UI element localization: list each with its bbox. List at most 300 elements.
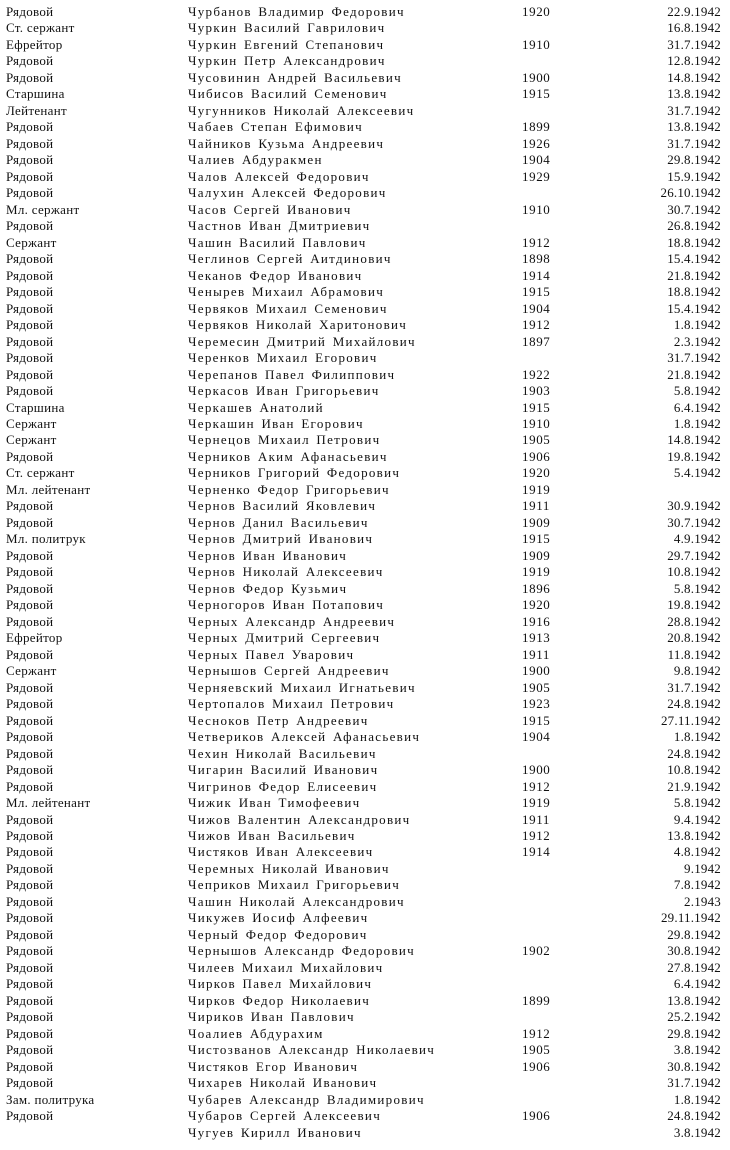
birth-year-cell: 1904 bbox=[522, 152, 551, 168]
death-date-cell: 12.8.1942 bbox=[667, 53, 721, 69]
record-row bbox=[0, 680, 730, 697]
death-date-cell: 5.4.1942 bbox=[673, 465, 721, 481]
rank-cell: Рядовой bbox=[6, 646, 54, 662]
birth-year-cell: 1911 bbox=[522, 646, 550, 662]
birth-year-cell: 1906 bbox=[522, 1108, 551, 1124]
rank-cell: Рядовой bbox=[6, 564, 54, 580]
name-cell: Черный Федор Федорович bbox=[188, 926, 368, 942]
name-cell: Черногоров Иван Потапович bbox=[188, 597, 385, 613]
death-date-cell: 13.8.1942 bbox=[667, 86, 721, 102]
record-row bbox=[0, 564, 730, 581]
name-cell: Чехин Николай Васильевич bbox=[188, 745, 377, 761]
rank-cell: Рядовой bbox=[6, 218, 54, 234]
death-date-cell: 31.7.1942 bbox=[667, 350, 721, 366]
death-date-cell: 29.7.1942 bbox=[667, 547, 721, 563]
death-date-cell: 2.3.1942 bbox=[673, 333, 721, 349]
birth-year-cell: 1906 bbox=[522, 1058, 551, 1074]
rank-cell: Рядовой bbox=[6, 679, 54, 695]
death-date-cell: 3.8.1942 bbox=[673, 1042, 721, 1058]
death-date-cell: 30.8.1942 bbox=[667, 943, 721, 959]
rank-cell: Рядовой bbox=[6, 992, 54, 1008]
record-row bbox=[0, 20, 730, 37]
death-date-cell: 29.8.1942 bbox=[667, 1025, 721, 1041]
death-date-cell: 26.10.1942 bbox=[660, 185, 721, 201]
name-cell: Чижик Иван Тимофеевич bbox=[188, 795, 361, 811]
name-cell: Черепанов Павел Филиппович bbox=[188, 366, 396, 382]
name-cell: Чижов Иван Васильевич bbox=[188, 828, 356, 843]
record-row bbox=[0, 416, 730, 433]
rank-cell: Старшина bbox=[6, 399, 65, 415]
name-cell: Чихарев Николай Иванович bbox=[188, 1075, 378, 1091]
death-date-cell: 21.9.1942 bbox=[667, 778, 721, 794]
birth-year-cell: 1912 bbox=[522, 1025, 551, 1041]
record-row bbox=[0, 284, 730, 301]
death-date-cell: 9.4.1942 bbox=[673, 811, 721, 827]
death-date-cell: 10.8.1942 bbox=[667, 564, 721, 580]
death-date-cell: 1.8.1942 bbox=[673, 1091, 721, 1107]
record-row bbox=[0, 465, 730, 482]
record-row bbox=[0, 729, 730, 746]
birth-year-cell: 1909 bbox=[522, 547, 551, 563]
rank-cell: Рядовой bbox=[6, 860, 54, 876]
death-date-cell: 5.8.1942 bbox=[673, 580, 721, 596]
birth-year-cell: 1910 bbox=[522, 36, 551, 52]
record-row bbox=[0, 1092, 730, 1109]
record-row bbox=[0, 548, 730, 565]
record-row bbox=[0, 614, 730, 631]
name-cell: Чернышов Александр Федорович bbox=[188, 943, 415, 959]
record-row bbox=[0, 795, 730, 812]
rank-cell: Сержант bbox=[6, 663, 57, 679]
record-row bbox=[0, 993, 730, 1010]
death-date-cell: 29.8.1942 bbox=[667, 926, 721, 942]
record-row bbox=[0, 350, 730, 367]
record-row bbox=[0, 86, 730, 103]
name-cell: Чашин Николай Александрович bbox=[188, 893, 405, 909]
record-row bbox=[0, 713, 730, 730]
rank-cell: Рядовой bbox=[6, 300, 54, 316]
record-row bbox=[0, 861, 730, 878]
birth-year-cell: 1899 bbox=[522, 992, 551, 1008]
rank-cell: Рядовой bbox=[6, 1025, 54, 1041]
death-date-cell: 22.9.1942 bbox=[667, 4, 721, 19]
rank-cell: Рядовой bbox=[6, 580, 54, 596]
name-cell: Червяков Николай Харитонович bbox=[188, 317, 408, 333]
death-date-cell: 5.8.1942 bbox=[673, 795, 721, 811]
rank-cell: Рядовой bbox=[6, 959, 54, 975]
name-cell: Чикужев Иосиф Алфеевич bbox=[188, 910, 369, 926]
death-date-cell: 13.8.1942 bbox=[667, 992, 721, 1008]
death-date-cell: 14.8.1942 bbox=[667, 69, 721, 85]
name-cell: Чеглинов Сергей Аитдинович bbox=[188, 251, 392, 267]
rank-cell: Рядовой bbox=[6, 1042, 54, 1058]
death-date-cell: 30.9.1942 bbox=[667, 498, 721, 514]
death-date-cell: 29.8.1942 bbox=[667, 152, 721, 168]
rank-cell: Рядовой bbox=[6, 828, 54, 843]
birth-year-cell: 1903 bbox=[522, 383, 551, 399]
birth-year-cell: 1900 bbox=[522, 663, 551, 679]
record-row bbox=[0, 367, 730, 384]
death-date-cell: 20.8.1942 bbox=[667, 630, 721, 646]
record-row bbox=[0, 630, 730, 647]
birth-year-cell: 1898 bbox=[522, 251, 551, 267]
name-cell: Черкашев Анатолий bbox=[188, 399, 324, 415]
birth-year-cell: 1920 bbox=[522, 4, 551, 19]
record-row bbox=[0, 268, 730, 285]
rank-cell: Рядовой bbox=[6, 778, 54, 794]
name-cell: Чусовинин Андрей Васильевич bbox=[188, 69, 402, 85]
record-row bbox=[0, 1125, 730, 1142]
birth-year-cell: 1896 bbox=[522, 580, 551, 596]
birth-year-cell: 1914 bbox=[522, 844, 551, 860]
birth-year-cell: 1905 bbox=[522, 432, 551, 448]
death-date-cell: 16.8.1942 bbox=[667, 20, 721, 36]
death-date-cell: 13.8.1942 bbox=[667, 119, 721, 135]
name-cell: Чилеев Михаил Михайлович bbox=[188, 959, 384, 975]
record-row bbox=[0, 1026, 730, 1043]
birth-year-cell: 1911 bbox=[522, 811, 550, 827]
death-date-cell: 5.8.1942 bbox=[673, 383, 721, 399]
name-cell: Чугунников Николай Алексеевич bbox=[188, 102, 415, 118]
name-cell: Чистяков Егор Иванович bbox=[188, 1058, 359, 1074]
record-row bbox=[0, 432, 730, 449]
record-row bbox=[0, 383, 730, 400]
rank-cell: Рядовой bbox=[6, 284, 54, 300]
record-row bbox=[0, 1075, 730, 1092]
birth-year-cell: 1916 bbox=[522, 613, 551, 629]
death-date-cell: 21.8.1942 bbox=[667, 366, 721, 382]
name-cell: Часов Сергей Иванович bbox=[188, 201, 352, 217]
rank-cell: Мл. политрук bbox=[6, 531, 86, 547]
death-date-cell: 6.4.1942 bbox=[673, 399, 721, 415]
birth-year-cell: 1911 bbox=[522, 498, 550, 514]
death-date-cell: 4.9.1942 bbox=[673, 531, 721, 547]
death-date-cell: 31.7.1942 bbox=[667, 679, 721, 695]
birth-year-cell: 1906 bbox=[522, 448, 551, 464]
name-cell: Черкашин Иван Егорович bbox=[188, 416, 364, 431]
rank-cell: Рядовой bbox=[6, 251, 54, 267]
record-row bbox=[0, 1009, 730, 1026]
death-date-cell: 24.8.1942 bbox=[667, 745, 721, 761]
name-cell: Чириков Иван Павлович bbox=[188, 1009, 355, 1025]
rank-cell: Рядовой bbox=[6, 910, 54, 926]
record-row bbox=[0, 53, 730, 70]
death-date-cell: 15.4.1942 bbox=[667, 300, 721, 316]
record-row bbox=[0, 152, 730, 169]
rank-cell: Мл. лейтенант bbox=[6, 481, 91, 497]
death-date-cell: 24.8.1942 bbox=[667, 696, 721, 712]
name-cell: Чуркин Петр Александрович bbox=[188, 53, 386, 69]
rank-cell: Рядовой bbox=[6, 844, 54, 860]
rank-cell: Ст. сержант bbox=[6, 20, 75, 36]
name-cell: Чернов Данил Васильевич bbox=[188, 514, 369, 530]
record-row bbox=[0, 828, 730, 845]
name-cell: Чибисов Василий Семенович bbox=[188, 86, 388, 102]
rank-cell: Ефрейтор bbox=[6, 630, 63, 646]
rank-cell: Рядовой bbox=[6, 943, 54, 959]
record-row bbox=[0, 597, 730, 614]
name-cell: Черных Павел Уварович bbox=[188, 646, 355, 662]
death-date-cell: 30.8.1942 bbox=[667, 1058, 721, 1074]
record-row bbox=[0, 515, 730, 532]
name-cell: Чигринов Федор Елисеевич bbox=[188, 778, 378, 794]
birth-year-cell: 1919 bbox=[522, 795, 551, 811]
birth-year-cell: 1904 bbox=[522, 300, 551, 316]
name-cell: Черкасов Иван Григорьевич bbox=[188, 383, 380, 399]
death-date-cell: 6.4.1942 bbox=[673, 976, 721, 992]
name-cell: Чайников Кузьма Андреевич bbox=[188, 135, 385, 151]
record-row bbox=[0, 894, 730, 911]
record-row bbox=[0, 334, 730, 351]
rank-cell: Рядовой bbox=[6, 383, 54, 399]
name-cell: Чернышов Сергей Андреевич bbox=[188, 663, 390, 679]
record-row bbox=[0, 762, 730, 779]
name-cell: Черемесин Дмитрий Михайлович bbox=[188, 333, 416, 349]
rank-cell: Рядовой bbox=[6, 350, 54, 366]
birth-year-cell: 1905 bbox=[522, 679, 551, 695]
rank-cell: Рядовой bbox=[6, 317, 54, 333]
rank-cell: Рядовой bbox=[6, 366, 54, 382]
name-cell: Чубарев Александр Владимирович bbox=[188, 1091, 425, 1107]
rank-cell: Мл. сержант bbox=[6, 201, 80, 217]
birth-year-cell: 1915 bbox=[522, 531, 551, 547]
death-date-cell: 1.8.1942 bbox=[673, 317, 721, 333]
death-date-cell: 19.8.1942 bbox=[667, 448, 721, 464]
name-cell: Чирков Павел Михайлович bbox=[188, 976, 373, 992]
birth-year-cell: 1919 bbox=[522, 481, 551, 497]
death-date-cell: 2.1943 bbox=[684, 893, 721, 909]
name-cell: Червяков Михаил Семенович bbox=[188, 300, 388, 316]
birth-year-cell: 1920 bbox=[522, 465, 551, 481]
rank-cell: Рядовой bbox=[6, 762, 54, 778]
name-cell: Чернов Николай Алексеевич bbox=[188, 564, 384, 580]
name-cell: Черных Дмитрий Сергеевич bbox=[188, 630, 381, 646]
name-cell: Чернов Иван Иванович bbox=[188, 547, 348, 563]
death-date-cell: 9.8.1942 bbox=[673, 663, 721, 679]
rank-cell: Лейтенант bbox=[6, 102, 67, 118]
birth-year-cell: 1923 bbox=[522, 696, 551, 712]
birth-year-cell: 1915 bbox=[522, 399, 551, 415]
death-date-cell: 27.11.1942 bbox=[660, 712, 721, 728]
record-row bbox=[0, 218, 730, 235]
record-row bbox=[0, 400, 730, 417]
birth-year-cell: 1904 bbox=[522, 729, 551, 745]
name-cell: Чалов Алексей Федорович bbox=[188, 168, 370, 184]
death-date-cell: 28.8.1942 bbox=[667, 613, 721, 629]
birth-year-cell: 1912 bbox=[522, 234, 551, 250]
name-cell: Чистозванов Александр Николаевич bbox=[188, 1042, 436, 1058]
birth-year-cell: 1913 bbox=[522, 630, 551, 646]
rank-cell: Рядовой bbox=[6, 712, 54, 728]
death-date-cell: 31.7.1942 bbox=[667, 135, 721, 151]
name-cell: Чоалиев Абдурахим bbox=[188, 1025, 324, 1041]
death-date-cell: 7.8.1942 bbox=[673, 877, 721, 893]
rank-cell: Сержант bbox=[6, 416, 57, 431]
death-date-cell: 30.7.1942 bbox=[667, 514, 721, 530]
rank-cell: Рядовой bbox=[6, 729, 54, 745]
rank-cell: Рядовой bbox=[6, 448, 54, 464]
record-row bbox=[0, 482, 730, 499]
birth-year-cell: 1915 bbox=[522, 86, 551, 102]
record-row bbox=[0, 531, 730, 548]
name-cell: Чалухин Алексей Федорович bbox=[188, 185, 387, 201]
death-date-cell: 1.8.1942 bbox=[673, 729, 721, 745]
name-cell: Чирков Федор Николаевич bbox=[188, 992, 371, 1008]
name-cell: Чалиев Абдуракмен bbox=[188, 152, 323, 168]
birth-year-cell: 1915 bbox=[522, 284, 551, 300]
rank-cell: Рядовой bbox=[6, 4, 54, 19]
name-cell: Чашин Василий Павлович bbox=[188, 234, 367, 250]
death-date-cell: 15.4.1942 bbox=[667, 251, 721, 267]
record-row bbox=[0, 746, 730, 763]
rank-cell: Рядовой bbox=[6, 185, 54, 201]
death-date-cell: 9.1942 bbox=[684, 860, 721, 876]
record-row bbox=[0, 235, 730, 252]
name-cell: Чернов Дмитрий Иванович bbox=[188, 531, 374, 547]
death-date-cell: 31.7.1942 bbox=[667, 1075, 721, 1091]
birth-year-cell: 1929 bbox=[522, 168, 551, 184]
birth-year-cell: 1897 bbox=[522, 333, 551, 349]
name-cell: Четвериков Алексей Афанасьевич bbox=[188, 729, 421, 745]
name-cell: Чуркин Евгений Степанович bbox=[188, 36, 385, 52]
birth-year-cell: 1912 bbox=[522, 778, 551, 794]
rank-cell: Ефрейтор bbox=[6, 36, 63, 52]
death-date-cell: 10.8.1942 bbox=[667, 762, 721, 778]
death-date-cell: 13.8.1942 bbox=[667, 828, 721, 843]
death-date-cell: 31.7.1942 bbox=[667, 36, 721, 52]
birth-year-cell: 1900 bbox=[522, 762, 551, 778]
rank-cell: Рядовой bbox=[6, 877, 54, 893]
record-row bbox=[0, 498, 730, 515]
record-row bbox=[0, 910, 730, 927]
rank-cell: Рядовой bbox=[6, 135, 54, 151]
record-row bbox=[0, 943, 730, 960]
death-date-cell: 30.7.1942 bbox=[667, 201, 721, 217]
rank-cell: Старшина bbox=[6, 86, 65, 102]
rank-cell: Рядовой bbox=[6, 926, 54, 942]
death-date-cell: 18.8.1942 bbox=[667, 284, 721, 300]
birth-year-cell: 1909 bbox=[522, 514, 551, 530]
rank-cell: Рядовой bbox=[6, 267, 54, 283]
record-row bbox=[0, 663, 730, 680]
rank-cell: Ст. сержант bbox=[6, 465, 75, 481]
birth-year-cell: 1900 bbox=[522, 69, 551, 85]
death-date-cell: 19.8.1942 bbox=[667, 597, 721, 613]
name-cell: Чигарин Василий Иванович bbox=[188, 762, 379, 778]
death-date-cell: 4.8.1942 bbox=[673, 844, 721, 860]
record-row bbox=[0, 1059, 730, 1076]
record-row bbox=[0, 317, 730, 334]
name-cell: Чугуев Кирилл Иванович bbox=[188, 1124, 362, 1140]
rank-cell: Рядовой bbox=[6, 168, 54, 184]
name-cell: Черных Александр Андреевич bbox=[188, 613, 396, 629]
name-cell: Черников Григорий Федорович bbox=[188, 465, 401, 481]
name-cell: Чернов Федор Кузьмич bbox=[188, 580, 348, 596]
name-cell: Частнов Иван Дмитриевич bbox=[188, 218, 371, 234]
name-cell: Черняевский Михаил Игнатьевич bbox=[188, 679, 416, 695]
birth-year-cell: 1910 bbox=[522, 201, 551, 217]
death-date-cell: 21.8.1942 bbox=[667, 267, 721, 283]
record-row bbox=[0, 185, 730, 202]
death-date-cell: 27.8.1942 bbox=[667, 959, 721, 975]
death-date-cell: 29.11.1942 bbox=[660, 910, 721, 926]
roster-page bbox=[0, 4, 730, 1150]
name-cell: Чуркин Василий Гаврилович bbox=[188, 20, 386, 36]
record-row bbox=[0, 202, 730, 219]
birth-year-cell: 1919 bbox=[522, 564, 551, 580]
record-row bbox=[0, 1108, 730, 1125]
record-row bbox=[0, 927, 730, 944]
name-cell: Черенков Михаил Егорович bbox=[188, 350, 378, 366]
name-cell: Чижов Валентин Александрович bbox=[188, 811, 411, 827]
record-row bbox=[0, 37, 730, 54]
record-row bbox=[0, 877, 730, 894]
name-cell: Ченырев Михаил Абрамович bbox=[188, 284, 385, 300]
record-row bbox=[0, 844, 730, 861]
birth-year-cell: 1914 bbox=[522, 267, 551, 283]
death-date-cell: 26.8.1942 bbox=[667, 218, 721, 234]
record-row bbox=[0, 696, 730, 713]
rank-cell: Сержант bbox=[6, 432, 57, 448]
rank-cell: Рядовой bbox=[6, 1108, 54, 1124]
record-row bbox=[0, 4, 730, 21]
record-row bbox=[0, 136, 730, 153]
record-row bbox=[0, 103, 730, 120]
record-row bbox=[0, 812, 730, 829]
death-date-cell: 31.7.1942 bbox=[667, 102, 721, 118]
birth-year-cell: 1912 bbox=[522, 317, 551, 333]
rank-cell: Рядовой bbox=[6, 745, 54, 761]
name-cell: Чистяков Иван Алексеевич bbox=[188, 844, 374, 860]
rank-cell: Рядовой bbox=[6, 333, 54, 349]
name-cell: Чеприков Михаил Григорьевич bbox=[188, 877, 401, 893]
name-cell: Чубаров Сергей Алексеевич bbox=[188, 1108, 382, 1124]
rank-cell: Рядовой bbox=[6, 976, 54, 992]
record-row bbox=[0, 169, 730, 186]
rank-cell: Зам. политрука bbox=[6, 1091, 95, 1107]
rank-cell: Рядовой bbox=[6, 1075, 54, 1091]
death-date-cell: 18.8.1942 bbox=[667, 234, 721, 250]
name-cell: Черемных Николай Иванович bbox=[188, 860, 390, 876]
record-row bbox=[0, 779, 730, 796]
record-row bbox=[0, 119, 730, 136]
birth-year-cell: 1910 bbox=[522, 416, 551, 431]
name-cell: Чернов Василий Яковлевич bbox=[188, 498, 377, 514]
rank-cell: Рядовой bbox=[6, 597, 54, 613]
death-date-cell: 24.8.1942 bbox=[667, 1108, 721, 1124]
name-cell: Черников Аким Афанасьевич bbox=[188, 448, 388, 464]
record-row bbox=[0, 1042, 730, 1059]
name-cell: Чабаев Степан Ефимович bbox=[188, 119, 363, 135]
birth-year-cell: 1926 bbox=[522, 135, 551, 151]
record-row bbox=[0, 976, 730, 993]
record-row bbox=[0, 301, 730, 318]
rank-cell: Рядовой bbox=[6, 498, 54, 514]
rank-cell: Рядовой bbox=[6, 69, 54, 85]
birth-year-cell: 1922 bbox=[522, 366, 551, 382]
rank-cell: Рядовой bbox=[6, 811, 54, 827]
death-date-cell: 15.9.1942 bbox=[667, 168, 721, 184]
rank-cell: Рядовой bbox=[6, 547, 54, 563]
death-date-cell: 3.8.1942 bbox=[673, 1124, 721, 1140]
rank-cell: Рядовой bbox=[6, 1009, 54, 1025]
name-cell: Чернецов Михаил Петрович bbox=[188, 432, 381, 448]
name-cell: Чесноков Петр Андреевич bbox=[188, 712, 369, 728]
rank-cell: Рядовой bbox=[6, 152, 54, 168]
record-row bbox=[0, 70, 730, 87]
rank-cell: Мл. лейтенант bbox=[6, 795, 91, 811]
birth-year-cell: 1902 bbox=[522, 943, 551, 959]
